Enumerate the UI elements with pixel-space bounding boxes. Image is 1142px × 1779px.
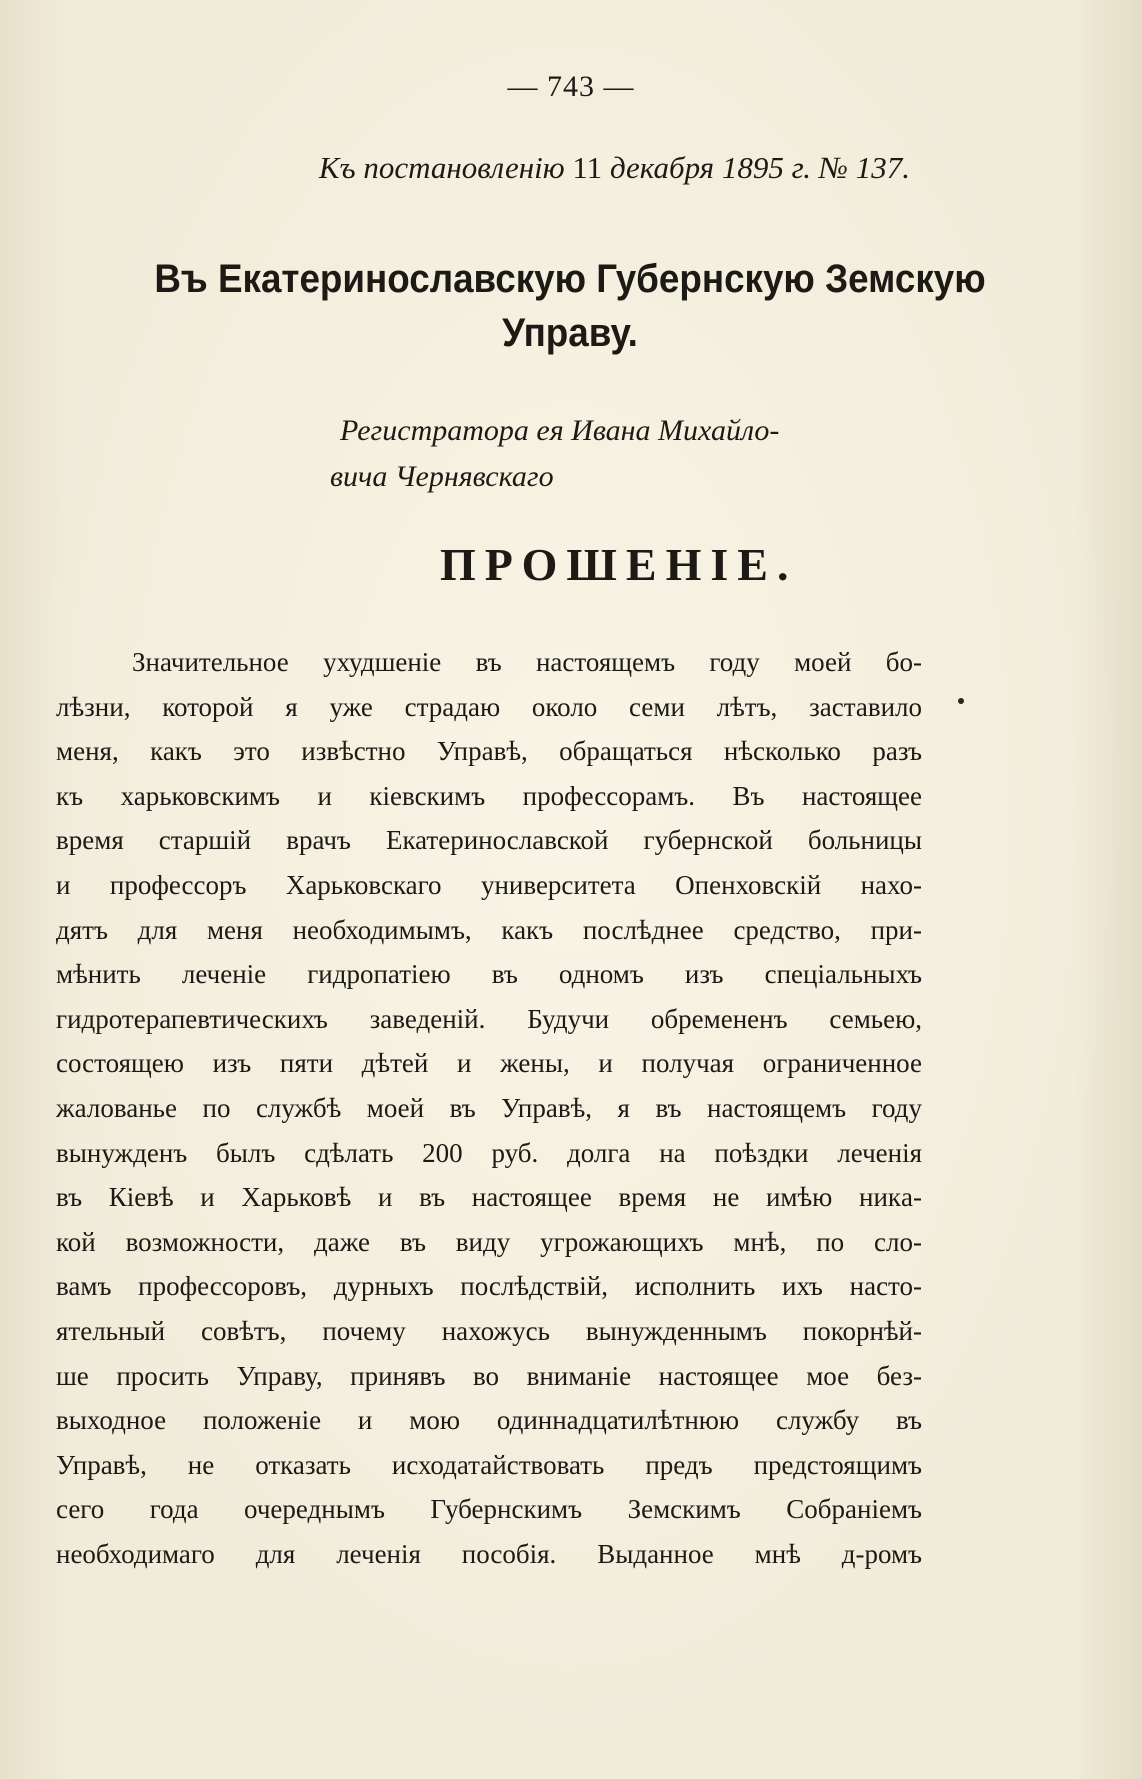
body-line: и профессоръ Харьковскаго университета Опенховскій нахо- — [56, 869, 922, 900]
body-line: дятъ для меня необходимымъ, какъ послѣднее средство, при- — [56, 914, 922, 945]
body-line: гидротерапевтическихъ заведеній. Будучи обремененъ семьею, — [56, 1003, 922, 1034]
body-line: вамъ профессоровъ, дурныхъ послѣдствій, исполнить ихъ насто- — [56, 1271, 922, 1302]
body-line: мѣнить леченіе гидропатіею въ одномъ изъ спеціальныхъ — [56, 959, 922, 990]
resolution-day: 11 — [572, 150, 603, 185]
sender-line-2: вича Чернявскаго — [330, 460, 554, 493]
body-line: Управѣ, не отказать исходатайствовать предъ предстоящимъ — [56, 1449, 922, 1480]
resolution-reference — [240, 150, 910, 186]
body-line: Значительное ухудшеніе въ настоящемъ году моей бо- — [132, 647, 922, 677]
addressee-line-2: Управу. — [502, 311, 638, 355]
ink-speck — [958, 698, 964, 704]
sender-block — [330, 408, 920, 500]
resolution-prefix: Къ постановленію — [318, 150, 565, 185]
document-title: ПРОШЕНІЕ. — [440, 539, 798, 590]
body-line: кой возможности, даже въ виду угрожающихъ мнѣ, по сло- — [56, 1226, 922, 1257]
resolution-month: декабря — [609, 150, 715, 185]
addressee-heading — [101, 252, 1039, 360]
body-line: меня, какъ это извѣстно Управѣ, обращаться нѣсколько разъ — [56, 736, 922, 767]
sender-line-1: Регистратора ея Ивана Михайло- — [340, 414, 780, 447]
body-line: сего года очереднымъ Губернскимъ Земскимъ Собраніемъ — [56, 1494, 922, 1525]
body-line: вынужденъ былъ сдѣлать 200 руб. долга на поѣздки леченія — [56, 1137, 922, 1168]
resolution-number-sign: № — [818, 150, 848, 185]
body-line: къ харьковскимъ и кіевскимъ профессорамъ. Въ настоящее — [56, 780, 922, 811]
body-line: въ Кіевѣ и Харьковѣ и въ настоящее время не имѣю никa- — [56, 1182, 922, 1213]
body-line: состоящею изъ пяти дѣтей и жены, и получая ограниченное — [56, 1048, 922, 1079]
body-line: выходное положеніе и мою одиннадцатилѣтнюю службу въ — [56, 1405, 922, 1436]
body-line: лѣзни, которой я уже страдаю около семи лѣтъ, заставило — [56, 691, 922, 722]
body-line: ше просить Управу, принявъ во вниманіе настоящее мое без- — [56, 1360, 922, 1391]
resolution-year: 1895 г. — [721, 150, 812, 185]
addressee-line-1: Въ Екатеринославскую Губернскую Земскую — [154, 257, 986, 301]
page-number: — 743 — — [507, 70, 635, 103]
body-line: необходимаго для леченія пособія. Выданное мнѣ д-ромъ — [56, 1538, 922, 1569]
body-line: ятельный совѣтъ, почему нахожусь вынужденнымъ покорнѣй- — [56, 1315, 922, 1346]
body-line: жалованье по службѣ моей въ Управѣ, я въ настоящемъ году — [56, 1092, 922, 1123]
petition-body — [56, 640, 922, 1576]
body-line: время старшій врачъ Екатеринославской губернской больницы — [56, 825, 922, 856]
resolution-number: 137. — [855, 150, 910, 185]
